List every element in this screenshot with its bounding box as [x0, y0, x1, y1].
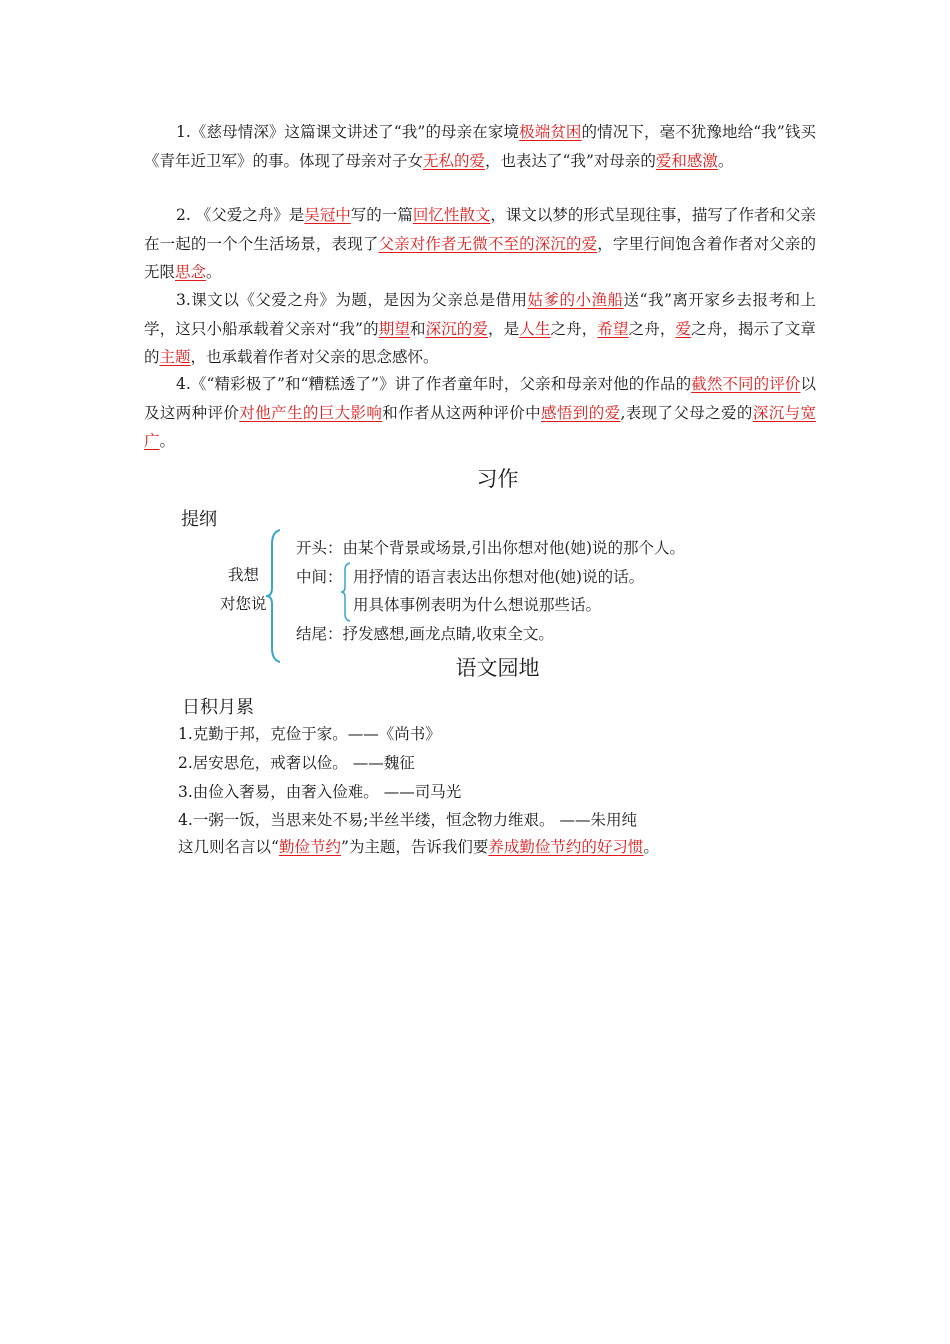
outline-opening: 开头：由某个背景或场景,引出你想对他(她)说的那个人。 — [296, 539, 686, 557]
text: 之舟， — [628, 319, 676, 338]
answer-highlight: 感悟到的爱 — [541, 403, 621, 422]
text: 4.《“精彩极了”和“糟糕透了”》讲了作者童年时，父亲和母亲对他的作品的 — [176, 375, 692, 393]
review-paragraph-1 — [144, 118, 816, 175]
text: 以及这两种评价 — [144, 375, 816, 422]
section-title-writing: 习作 — [476, 467, 519, 491]
outline-middle-item-2: 用具体事例表明为什么想说那些话。 — [353, 596, 602, 614]
text: 。 — [643, 838, 659, 856]
middle-brace-icon — [340, 562, 352, 622]
topic-line-2: 对您说 — [220, 595, 267, 613]
answer-highlight: 深沉与宽广 — [144, 403, 816, 450]
answer-highlight: 爱 — [675, 319, 692, 338]
text: 。 — [717, 151, 734, 170]
text: ，是 — [488, 319, 520, 338]
answer-highlight: 极端贫困 — [519, 123, 582, 141]
text: 。 — [159, 432, 176, 450]
text: 和作者从这两种评价中 — [382, 403, 542, 422]
text: 和 — [409, 319, 426, 338]
review-paragraph-2 — [144, 201, 816, 287]
text: ，课文以梦的形式呈现往事，描写了作者和父亲在一起的一个个生活场景，表现了 — [144, 206, 816, 253]
review-paragraph-4 — [144, 370, 816, 456]
text: 送“我”离开家乡去报考和上学，这只小船承载着父亲对“我”的 — [144, 291, 816, 338]
topic-line-1: 我想 — [228, 566, 260, 584]
answer-highlight: 养成勤俭节约的好习惯 — [488, 838, 644, 856]
quotes-summary — [178, 835, 659, 857]
answer-highlight: 爱和感激 — [655, 151, 718, 170]
daily-accumulation-label: 日积月累 — [182, 697, 254, 718]
text: ，也表达了“我”对母亲的 — [485, 151, 656, 170]
answer-highlight: 勤俭节约 — [278, 838, 341, 856]
answer-highlight: 姑爹的小渔船 — [527, 291, 624, 309]
text: ,表现了父母之爱的 — [620, 403, 753, 422]
text: 之舟，揭示了文章的 — [144, 319, 816, 366]
review-paragraph-3 — [144, 286, 816, 372]
answer-highlight: 人生 — [519, 319, 551, 338]
answer-highlight: 主题 — [159, 348, 191, 366]
answer-highlight: 希望 — [597, 319, 629, 338]
text: ，字里行间饱含着作者对父亲的无限 — [144, 234, 816, 281]
text: 写的一篇 — [350, 206, 413, 224]
answer-highlight: 深沉的爱 — [425, 319, 489, 338]
quote-2: 2.居安思危，戒奢以俭。 ——魏征 — [178, 754, 415, 772]
text: 之舟， — [550, 319, 598, 338]
text: 3.课文以《父爱之舟》为题，是因为父亲总是借用 — [176, 291, 528, 309]
text: 的情况下，毫不犹豫地给“我”钱买《青年近卫军》的事。体现了母亲对子女 — [144, 123, 816, 170]
outline-middle-item-1: 用抒情的语言表达出你想对他(她)说的话。 — [353, 568, 645, 586]
outline-label: 提纲 — [181, 509, 217, 530]
text: 这几则名言以“ — [178, 838, 279, 856]
text: 1.《慈母情深》这篇课文讲述了“我”的母亲在家境 — [176, 123, 520, 141]
answer-highlight: 父亲对作者无微不至的深沉的爱 — [378, 234, 598, 253]
quote-1: 1.克勤于邦，克俭于家。——《尚书》 — [178, 725, 441, 743]
answer-highlight: 截然不同的评价 — [691, 375, 801, 393]
answer-highlight: 思念 — [175, 263, 207, 281]
answer-highlight: 对他产生的巨大影响 — [239, 403, 383, 422]
quote-4: 4.一粥一饭，当思来处不易;半丝半缕，恒念物力维艰。 ——朱用纯 — [178, 811, 637, 829]
outline-ending: 结尾：抒发感想,画龙点睛,收束全文。 — [296, 625, 554, 643]
text: 。 — [206, 263, 222, 281]
outline-middle-label: 中间： — [296, 568, 343, 586]
answer-highlight: 回忆性散文 — [412, 206, 491, 224]
text: 2. 《父爱之舟》是 — [176, 206, 305, 224]
outline-brace-icon — [264, 528, 284, 664]
answer-highlight: 吴冠中 — [304, 206, 351, 224]
text: ”为主题，告诉我们要 — [340, 838, 489, 856]
answer-highlight: 期望 — [378, 319, 410, 338]
answer-highlight: 无私的爱 — [423, 151, 486, 170]
text: ，也承载着作者对父亲的思念感怀。 — [190, 348, 439, 366]
section-title-garden: 语文园地 — [455, 656, 540, 680]
quote-3: 3.由俭入奢易，由奢入俭难。 ——司马光 — [178, 783, 462, 801]
